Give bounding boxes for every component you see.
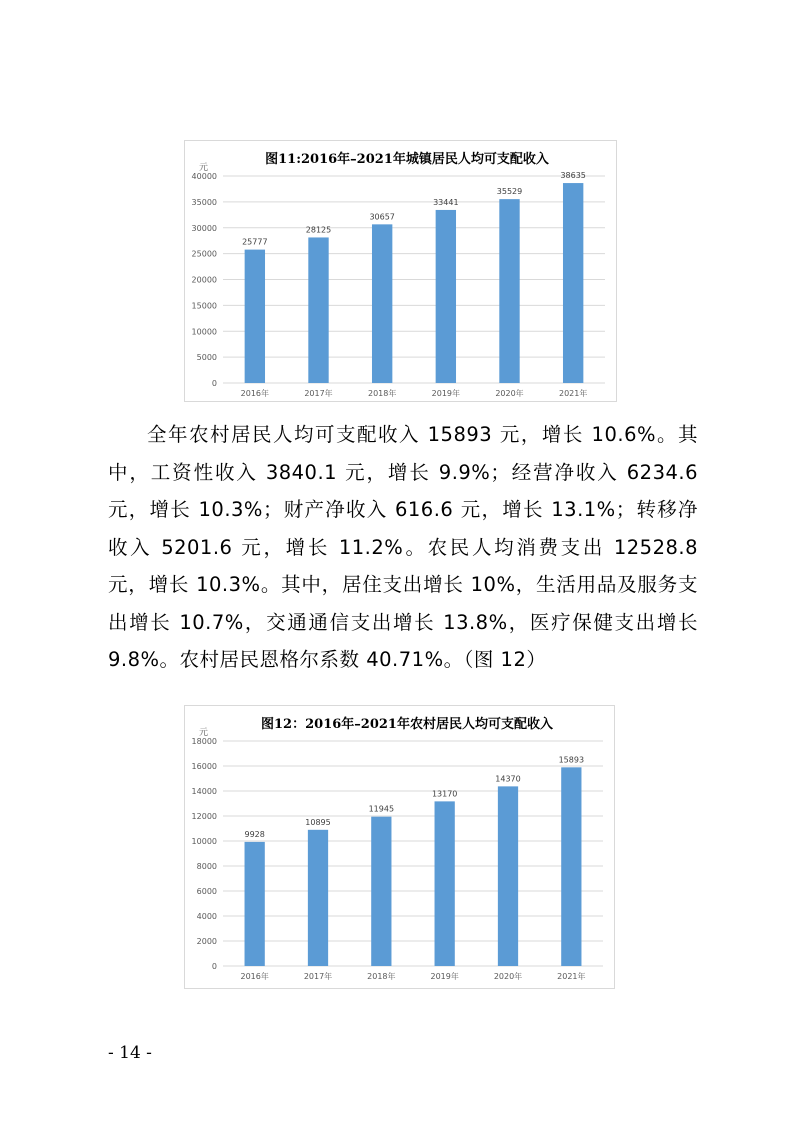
chart1-y-tick-label: 15000 (191, 301, 217, 311)
chart2-bar (498, 786, 518, 966)
chart2-data-label: 15893 (558, 755, 585, 765)
chart2-data-label: 14370 (495, 774, 521, 784)
chart2-x-tick-label: 2021年 (557, 972, 586, 981)
chart2-y-tick-label: 14000 (191, 787, 217, 796)
chart1-y-tick-label: 0 (211, 379, 217, 388)
chart1-data-label: 38635 (560, 171, 586, 181)
page-number: - 14 - (108, 1043, 152, 1063)
chart1-y-tick-label: 40000 (191, 172, 217, 181)
chart1-title: 图11:2016年–2021年城镇居民人均可支配收入 (265, 152, 549, 167)
chart1-bar (436, 210, 456, 383)
chart2-y-tick-label: 8000 (196, 862, 217, 871)
chart2-bar (371, 817, 391, 966)
chart1-x-tick-label: 2021年 (558, 389, 588, 398)
chart2-x-tick-label: 2018年 (367, 972, 396, 981)
chart2-bar (245, 842, 265, 966)
rural-income-paragraph (108, 416, 698, 679)
chart1-data-label: 25777 (242, 237, 268, 247)
chart1-bar (563, 183, 583, 383)
chart1-bar (499, 199, 519, 383)
chart1-x-tick-label: 2020年 (495, 389, 524, 398)
chart2-data-label: 10895 (305, 817, 331, 827)
chart1-data-label: 33441 (433, 197, 459, 207)
chart1-bar (245, 250, 265, 383)
chart2-x-tick-label: 2017年 (303, 972, 333, 981)
chart1-y-unit-label: 元 (199, 163, 209, 173)
urban-income-chart-svg (185, 141, 618, 403)
chart2-title: 图12：2016年–2021年农村居民人均可支配收入 (261, 717, 553, 732)
chart2-data-label: 11945 (368, 804, 395, 814)
chart2-bar (435, 801, 455, 966)
chart1-bar (308, 237, 328, 383)
chart2-y-tick-label: 6000 (196, 887, 217, 896)
chart2-bar (561, 767, 581, 966)
urban-income-chart (184, 140, 617, 402)
chart1-y-tick-label: 35000 (191, 197, 217, 207)
chart1-bar (372, 224, 392, 383)
chart1-x-tick-label: 2019年 (431, 389, 461, 398)
chart1-x-tick-label: 2018年 (367, 389, 397, 398)
chart2-y-tick-label: 12000 (191, 812, 217, 821)
chart1-x-tick-label: 2016年 (240, 389, 270, 398)
chart1-data-label: 30657 (369, 212, 395, 222)
chart2-x-tick-label: 2019年 (430, 972, 459, 981)
chart2-y-tick-label: 0 (211, 962, 217, 971)
chart2-y-tick-label: 10000 (191, 837, 217, 846)
chart1-data-label: 35529 (496, 187, 523, 197)
chart1-x-tick-label: 2017年 (304, 389, 333, 398)
chart1-y-tick-label: 25000 (191, 249, 217, 259)
chart2-data-label: 9928 (244, 829, 265, 839)
chart2-y-unit-label: 元 (199, 728, 209, 738)
chart2-x-tick-label: 2020年 (493, 972, 523, 981)
chart1-y-tick-label: 10000 (191, 327, 217, 337)
rural-income-text: 全年农村居民人均可支配收入 15893 元，增长 10.6%。其中，工资性收入 3840.1 元，增长 9.9%；经营净收入 6234.6 元，增长 10.3%；财产净收入 616.6 元，增长 13.1%；转移净收入 5201.6 元，增长 11.2%。农民人均消费支出 12528.8 元，增长 10.3%。其中，居住支出增长 10%，生活用品及服务支出增长 10.7%，交通通信支出增长 13.8%，医疗保健支出增长 9.8%。农村居民恩格尔系数 40.71%。（图 12） (108, 423, 698, 671)
chart1-y-tick-label: 30000 (191, 223, 217, 233)
chart2-y-tick-label: 2000 (196, 937, 217, 946)
chart2-y-tick-label: 16000 (191, 762, 217, 771)
chart1-y-tick-label: 5000 (196, 353, 217, 363)
chart1-data-label: 28125 (305, 225, 332, 235)
chart2-x-tick-label: 2016年 (240, 972, 269, 981)
chart2-y-tick-label: 18000 (191, 737, 217, 746)
chart1-y-tick-label: 20000 (191, 275, 217, 285)
rural-income-chart-svg (185, 706, 616, 990)
chart2-bar (308, 830, 328, 966)
chart2-y-tick-label: 4000 (196, 912, 217, 921)
rural-income-chart (184, 705, 615, 989)
chart2-data-label: 13170 (431, 789, 458, 799)
